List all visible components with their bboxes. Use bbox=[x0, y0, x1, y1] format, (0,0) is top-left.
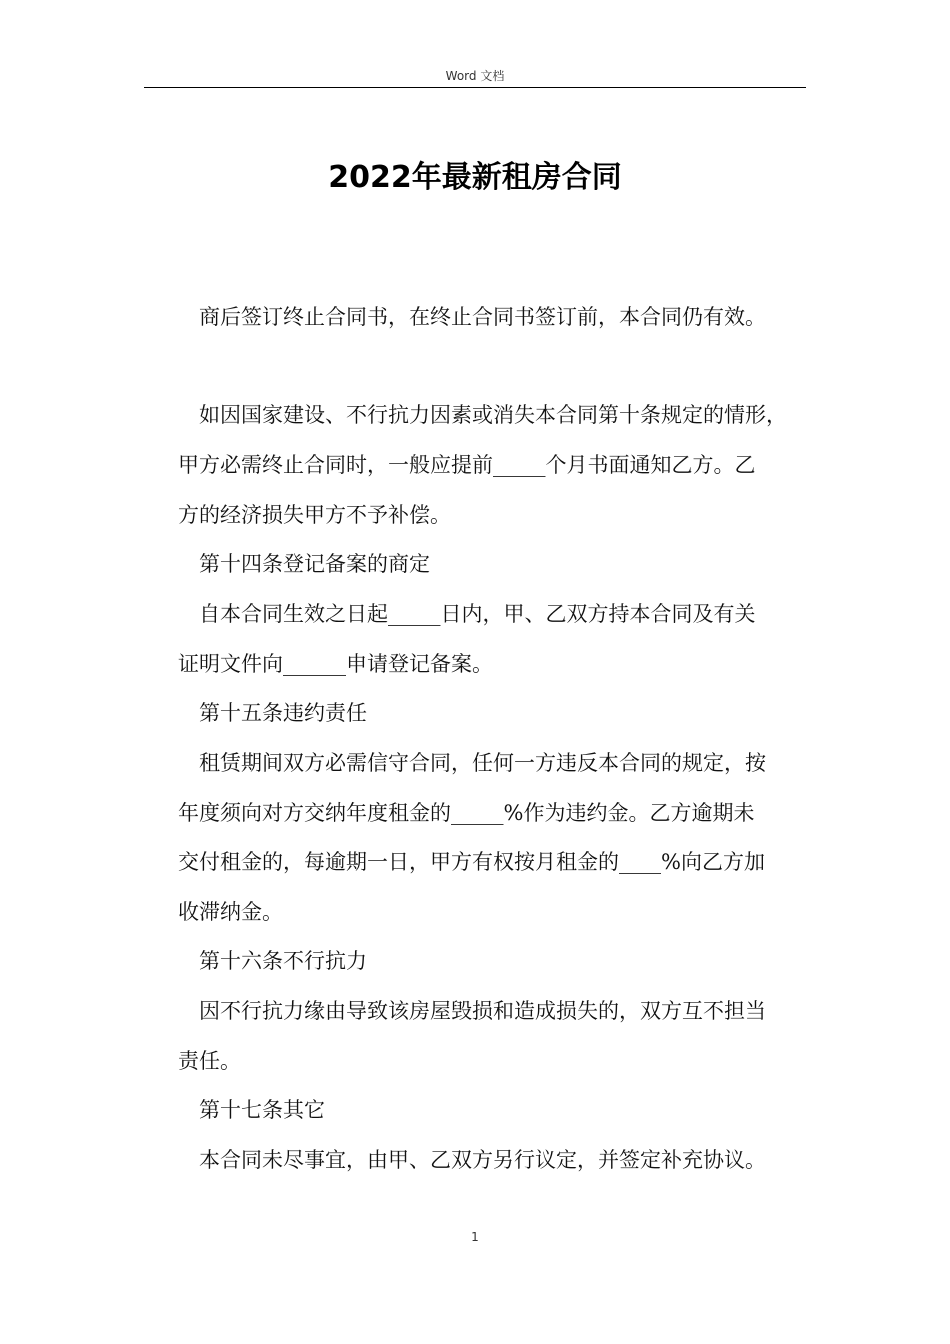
body-line: 因不行抗力缘由导致该房屋毁损和造成损失的，双方互不担当 bbox=[199, 999, 766, 1023]
section-heading: 第十七条其它 bbox=[199, 1098, 325, 1122]
body-line: 证明文件向______申请登记备案。 bbox=[178, 652, 493, 676]
body-line: 收滞纳金。 bbox=[178, 900, 283, 924]
section-heading: 第十四条登记备案的商定 bbox=[199, 552, 430, 576]
document-title: 2022年最新租房合同 bbox=[328, 160, 622, 195]
body-line: 交付租金的，每逾期一日，甲方有权按月租金的____%向乙方加 bbox=[178, 850, 765, 874]
body-line: 商后签订终止合同书，在终止合同书签订前，本合同仍有效。 bbox=[199, 305, 766, 329]
body-line: 责任。 bbox=[178, 1049, 241, 1073]
body-line: 租赁期间双方必需信守合同，任何一方违反本合同的规定，按 bbox=[199, 751, 766, 775]
body-line: 年度须向对方交纳年度租金的_____%作为违约金。乙方逾期未 bbox=[178, 801, 755, 825]
body-line: 方的经济损失甲方不予补偿。 bbox=[178, 503, 451, 527]
section-heading: 第十五条违约责任 bbox=[199, 701, 367, 725]
header-divider bbox=[144, 87, 806, 88]
header-label: Word 文档 bbox=[445, 69, 505, 83]
section-heading: 第十六条不行抗力 bbox=[199, 949, 367, 973]
page-number: 1 bbox=[471, 1230, 479, 1244]
body-line: 甲方必需终止合同时，一般应提前_____个月书面通知乙方。乙 bbox=[178, 453, 756, 477]
body-line: 自本合同生效之日起_____日内，甲、乙双方持本合同及有关 bbox=[199, 602, 756, 626]
body-line: 本合同未尽事宜，由甲、乙双方另行议定，并签定补充协议。 bbox=[199, 1148, 766, 1172]
body-line: 如因国家建设、不行抗力因素或消失本合同第十条规定的情形， bbox=[199, 403, 787, 427]
